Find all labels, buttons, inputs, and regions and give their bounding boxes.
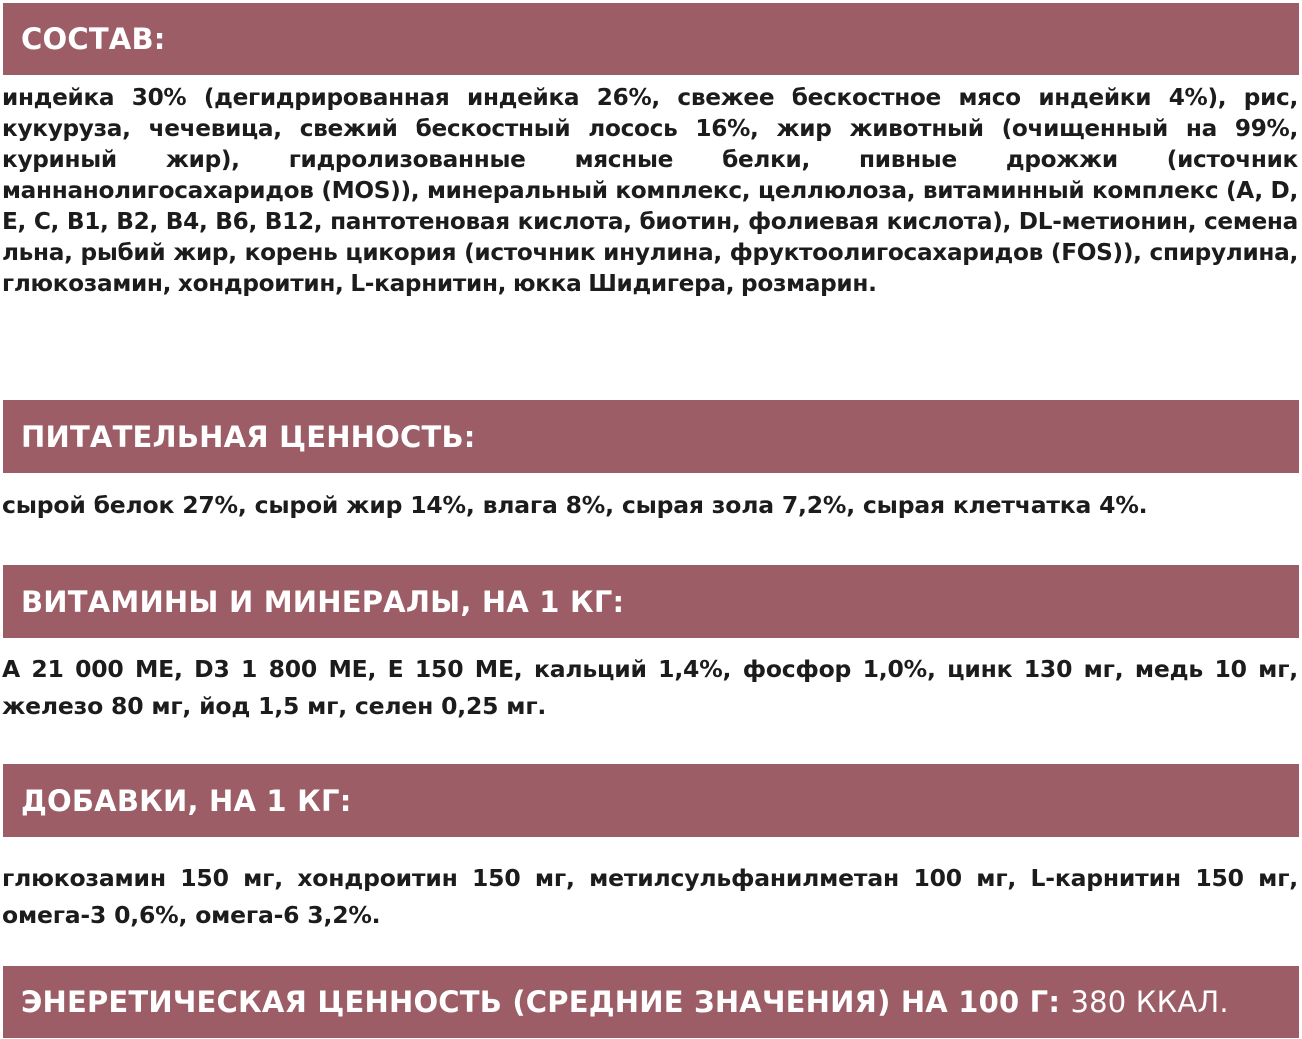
section-heading-vitamins-minerals: [3, 565, 1299, 638]
vitamins-minerals-text: A 21 000 МЕ, D3 1 800 МЕ, Е 150 МЕ, кальций 1,4%, фосфор 1,0%, цинк 130 мг, медь 10 мг, железо 80 мг, йод 1,5 мг, селен 0,25 мг.: [2, 655, 1298, 720]
additives-text: глюкозамин 150 мг, хондроитин 150 мг, метилсульфанилметан 100 мг, L-карнитин 150 мг, омега-3 0,6%, омега-6 3,2%.: [2, 864, 1298, 929]
section-heading-composition: [3, 3, 1299, 75]
composition-text: индейка 30% (дегидрированная индейка 26%, свежее бескостное мясо индейки 4%), рис, кукуруза, чечевица, свежий бескостный лосось 16%, жир животный (очищенный на 99%, куриный жир), гидролизованные мясные белки, пивные дрожжи (источник маннанолигосахаридов (MOS)), минеральный комплекс, целлюлоза, витаминный комплекс (A, D, E, C, B1, B2, B4, B6, B12, пантотеновая кислота, биотин, фолиевая кислота), DL-метионин, семена льна, рыбий жир, корень цикория (источник инулина, фруктоолигосахаридов (FOS)), спирулина, глюкозамин, хондроитин, L-карнитин, юкка Шидигера, розмарин.: [2, 84, 1298, 297]
section-heading-additives: [3, 764, 1299, 837]
composition-heading-label: СОСТАВ:: [21, 22, 166, 56]
energy-value-amount: 380 ККАЛ.: [1070, 985, 1229, 1019]
nutritional-value-heading-label: ПИТАТЕЛЬНАЯ ЦЕННОСТЬ:: [21, 419, 476, 454]
section-heading-nutritional-value: [3, 400, 1299, 473]
section-heading-energy-value: [3, 966, 1299, 1038]
nutritional-value-text: сырой белок 27%, сырой жир 14%, влага 8%, сырая зола 7,2%, сырая клетчатка 4%.: [2, 491, 1148, 519]
energy-value-heading-label: ЭНЕРЕТИЧЕСКАЯ ЦЕННОСТЬ (СРЕДНИЕ ЗНАЧЕНИЯ) НА 100 Г:: [21, 985, 1061, 1019]
vitamins-minerals-heading-label: ВИТАМИНЫ И МИНЕРАЛЫ, НА 1 КГ:: [21, 584, 625, 619]
additives-heading-label: ДОБАВКИ, НА 1 КГ:: [21, 783, 352, 818]
